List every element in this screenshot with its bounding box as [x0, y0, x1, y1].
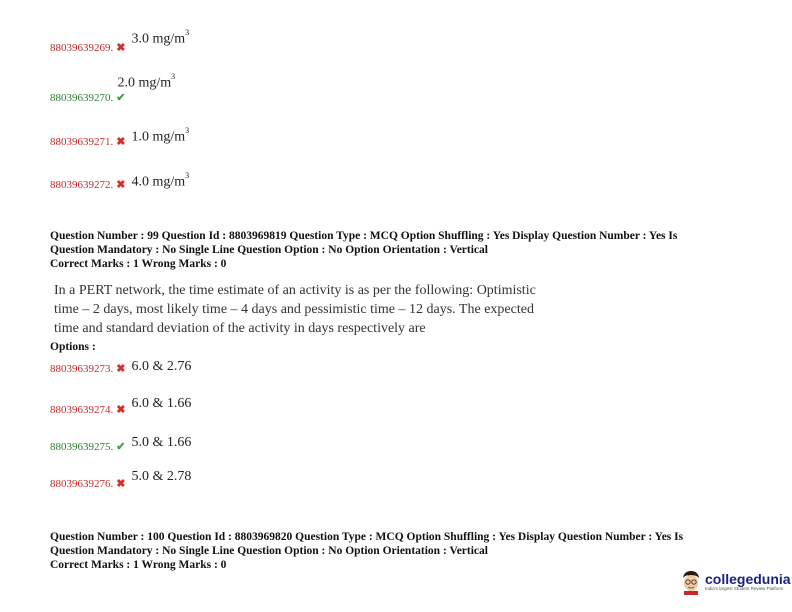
collegedunia-logo — [680, 569, 791, 595]
question-text — [54, 281, 614, 338]
option-id: 88039639274. — [50, 404, 114, 416]
check-icon: ✔ — [116, 441, 126, 453]
logo-name: collegedunia — [705, 571, 791, 587]
cross-icon: ✖ — [116, 178, 126, 191]
option-value: 6.0 & 1.66 — [131, 396, 192, 411]
option-row — [50, 72, 189, 104]
option-value: 5.0 & 1.66 — [131, 435, 192, 450]
option-value: 4.0 $mg/m^3$ — [131, 171, 190, 190]
question-text-line: In a PERT network, the time estimate of an activity is as per the following: Optimistic — [54, 283, 536, 298]
cross-icon: ✖ — [116, 135, 126, 148]
option-id: 88039639273. — [50, 363, 114, 375]
option-row — [50, 28, 190, 54]
check-icon: ✔ — [116, 91, 126, 104]
option-row — [50, 359, 191, 375]
option-row — [50, 469, 192, 490]
question-meta-line: Question Mandatory : No Single Line Question Option : No Option Orientation : Vertical — [50, 545, 488, 557]
option-id: 88039639271. — [50, 135, 114, 148]
option-value: 6.0 & 2.76 — [131, 359, 192, 374]
question-text-line: time and standard deviation of the activity in days respectively are — [54, 321, 426, 336]
option-row — [50, 437, 191, 453]
option-id: 88039639272. — [50, 178, 114, 191]
option-row — [50, 396, 192, 416]
question-meta-line: Question Number : 99 Question Id : 8803969819 Question Type : MCQ Option Shuffling : Yes Display Question Number : Yes Is — [50, 230, 678, 242]
question-marks: Correct Marks : 1 Wrong Marks : 0 — [50, 559, 227, 571]
question-marks: Correct Marks : 1 Wrong Marks : 0 — [50, 258, 227, 270]
question-meta — [50, 530, 750, 572]
option-value: 3.0 $mg/m^3$ — [131, 28, 190, 47]
logo-tagline: India's largest Student Review Platform — [705, 586, 784, 591]
cross-icon: ✖ — [116, 363, 126, 375]
option-value: 1.0 $mg/m^3$ — [131, 126, 190, 145]
option-id: 88039639270. — [50, 91, 114, 104]
mascot-icon — [680, 569, 702, 595]
question-meta-line: Question Number : 100 Question Id : 8803969820 Question Type : MCQ Option Shuffling : Yes Display Question Number : Yes Is — [50, 531, 684, 543]
cross-icon: ✖ — [116, 404, 126, 416]
option-value: 2.0 $mg/m^3$ — [117, 72, 176, 91]
options-label: Options : — [50, 341, 96, 353]
option-id: 88039639275. — [50, 441, 114, 453]
option-id: 88039639276. — [50, 478, 114, 490]
option-row — [50, 173, 189, 191]
option-value: 5.0 & 2.78 — [131, 469, 192, 484]
question-meta — [50, 229, 750, 271]
cross-icon: ✖ — [116, 41, 126, 54]
question-meta-line: Question Mandatory : No Single Line Question Option : No Option Orientation : Vertical — [50, 244, 488, 256]
cross-icon: ✖ — [116, 478, 126, 490]
option-row — [50, 126, 190, 148]
option-id: 88039639269. — [50, 41, 114, 54]
question-text-line: time – 2 days, most likely time – 4 days and pessimistic time – 12 days. The expected — [54, 302, 534, 317]
